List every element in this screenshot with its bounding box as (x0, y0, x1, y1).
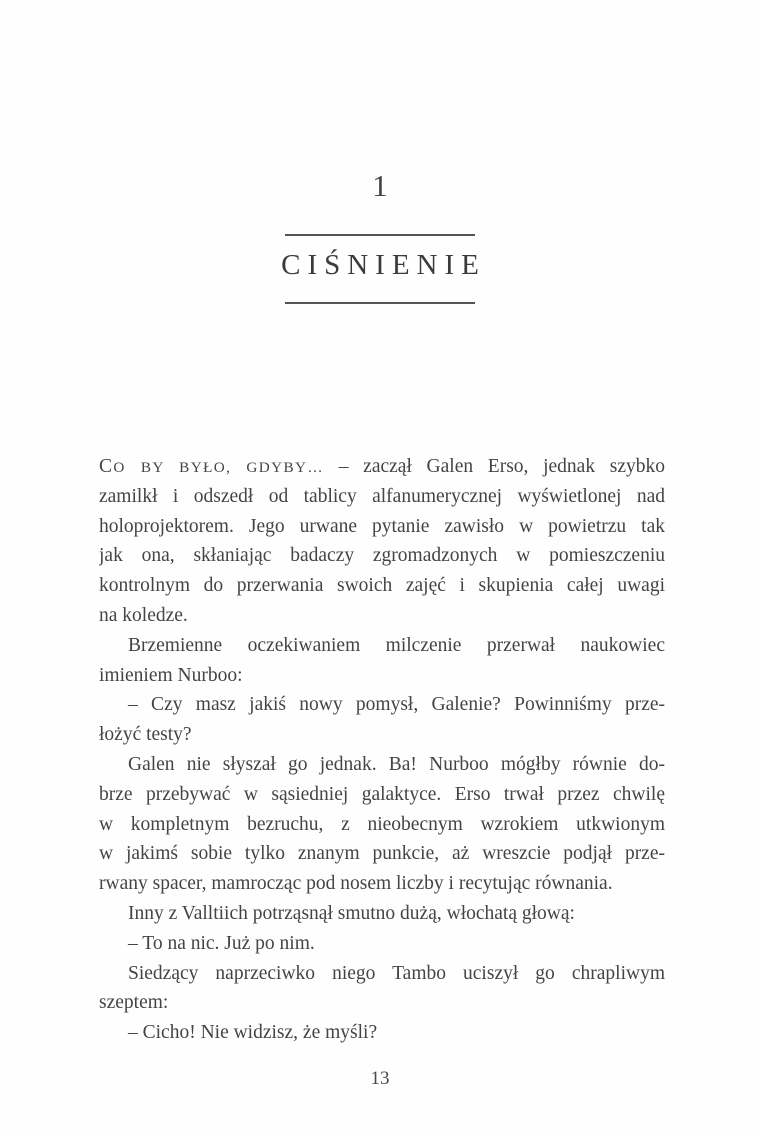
body-line (99, 571, 665, 601)
text-segment: w kompletnym bezruchu, z nieobecnym wzrokiem utkwionym (99, 813, 665, 835)
lead-capital: C (99, 456, 114, 477)
text-segment: Galen nie słyszał go jednak. Ba! Nurboo mógłby równie do- (128, 753, 665, 775)
body-line (99, 720, 665, 750)
text-segment: Inny z Valltiich potrząsnął smutno dużą, włochatą głową: (128, 902, 575, 924)
text-segment: szeptem: (99, 992, 169, 1014)
chapter-title: CIŚNIENIE (281, 249, 486, 281)
text-segment: – Czy masz jakiś nowy pomysł, Galenie? Powinniśmy prze- (128, 694, 665, 716)
body-line (99, 869, 665, 899)
body-line (99, 810, 665, 840)
body-line (99, 631, 665, 661)
body-line (99, 839, 665, 869)
text-segment: jak ona, skłaniając badaczy zgromadzonych w pomieszczeniu (99, 545, 665, 567)
text-segment: kontrolnym do przerwania swoich zajęć i skupienia całej uwagi (99, 575, 665, 597)
text-segment: na koledze. (99, 604, 188, 626)
chapter-number: 1 (372, 168, 388, 203)
text-segment: holoprojektorem. Jego urwane pytanie zawisło w powietrzu tak (99, 515, 665, 537)
text-segment: – To na nic. Już po nim. (128, 932, 315, 954)
chapter-divider-bottom-rule (285, 302, 475, 304)
text-segment: Siedzący naprzeciwko niego Tambo uciszył go chrapliwym (128, 962, 665, 984)
body-line (99, 690, 665, 720)
body-line (99, 929, 665, 959)
body-line (99, 661, 665, 691)
body-line (99, 988, 665, 1018)
body-line (99, 780, 665, 810)
body-line (99, 899, 665, 929)
body-line (99, 1018, 665, 1048)
text-segment: – zaczął Galen Erso, jednak szybko (324, 456, 665, 477)
text-segment: brze przebywać w sąsiedniej galaktyce. Erso trwał przez chwilę (99, 783, 665, 805)
body-line (99, 541, 665, 571)
text-segment: – Cicho! Nie widzisz, że myśli? (128, 1022, 378, 1044)
text-segment: łożyć testy? (99, 724, 192, 746)
text-segment: w jakimś sobie tylko znanym punkcie, aż wreszcie podjął prze- (99, 843, 665, 865)
body-line (99, 959, 665, 989)
body-line (99, 512, 665, 542)
body-line (99, 750, 665, 780)
text-segment: rwany spacer, mamrocząc pod nosem liczby i recytując równania. (99, 873, 613, 895)
text-segment: Brzemienne oczekiwaniem milczenie przerwał naukowiec (128, 634, 665, 656)
page-number: 13 (370, 1068, 390, 1089)
body-line (99, 601, 665, 631)
small-caps-text: O BY BYŁO, GDYBY… (113, 459, 325, 476)
body-text (99, 452, 665, 1048)
text-segment: zamilkł i odszedł od tablicy alfanumerycznej wyświetlonej nad (99, 485, 665, 507)
body-line (99, 482, 665, 512)
text-segment: imieniem Nurboo: (99, 664, 243, 686)
chapter-divider-top-rule (285, 234, 475, 236)
body-line (99, 452, 665, 482)
